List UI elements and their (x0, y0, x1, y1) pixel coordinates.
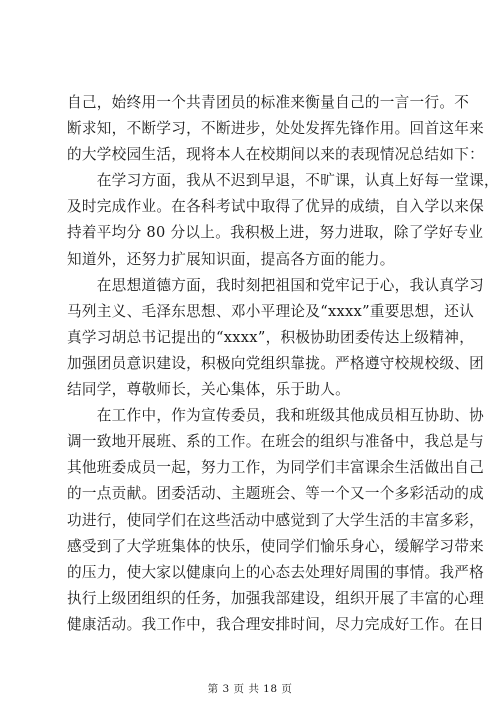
text-line: 知道外，还努力扩展知识面，提高各方面的能力。 (67, 250, 395, 268)
document-body (67, 90, 499, 638)
text-line: 马列主义、毛泽东思想、邓小平理论及“xxxx”重要思想，还认 (67, 302, 475, 320)
text-line: 在学习方面，我从不迟到早退，不旷课，认真上好每一堂课， (67, 172, 499, 190)
text-line: 感受到了大学班集体的快乐，使同学们愉乐身心，缓解学习带来 (67, 537, 485, 555)
text-line: 真学习胡总书记提出的“xxxx”，积极协助团委传达上级精神， (67, 328, 475, 346)
text-line: 执行上级团组织的任务，加强我部建设，组织开展了丰富的心理 (67, 589, 485, 607)
text-line: 的压力，使大家以健康向上的心态去处理好周围的事情。我严格 (67, 563, 485, 581)
text-line: 加强团员意识建设，积极向党组织靠拢。严格遵守校规校级、团 (67, 354, 485, 372)
text-line: 功进行，使同学们在这些活动中感觉到了大学生活的丰富多彩， (67, 511, 485, 529)
text-line: 持着平均分 80 分以上。我积极上进，努力进取，除了学好专业 (67, 224, 484, 242)
text-line: 健康活动。我工作中，我合理安排时间，尽力完成好工作。在日 (67, 615, 485, 633)
text-line: 其他班委成员一起，努力工作，为同学们丰富课余生活做出自己 (67, 459, 485, 477)
text-line: 断求知，不断学习，不断进步，处处发挥先锋作用。回首这年来 (67, 120, 485, 138)
text-line: 的大学校园生活，现将本人在校期间以来的表现情况总结如下： (67, 146, 485, 164)
text-line: 在工作中，作为宣传委员，我和班级其他成员相互协助、协 (67, 407, 485, 425)
text-line: 及时完成作业。在各科考试中取得了优异的成绩，自入学以来保 (67, 198, 485, 216)
text-line: 的一点贡献。团委活动、主题班会、等一个又一个多彩活动的成 (67, 485, 485, 503)
text-line: 调一致地开展班、系的工作。在班会的组织与准备中，我总是与 (67, 433, 485, 451)
page-number-footer: 第 3 页 共 18 页 (207, 683, 293, 695)
text-line: 结同学，尊敬师长，关心集体，乐于助人。 (67, 381, 350, 399)
text-line: 在思想道德方面，我时刻把祖国和党牢记于心，我认真学习 (67, 276, 485, 294)
text-line: 自己，始终用一个共青团员的标准来衡量自己的一言一行。不 (67, 94, 470, 111)
